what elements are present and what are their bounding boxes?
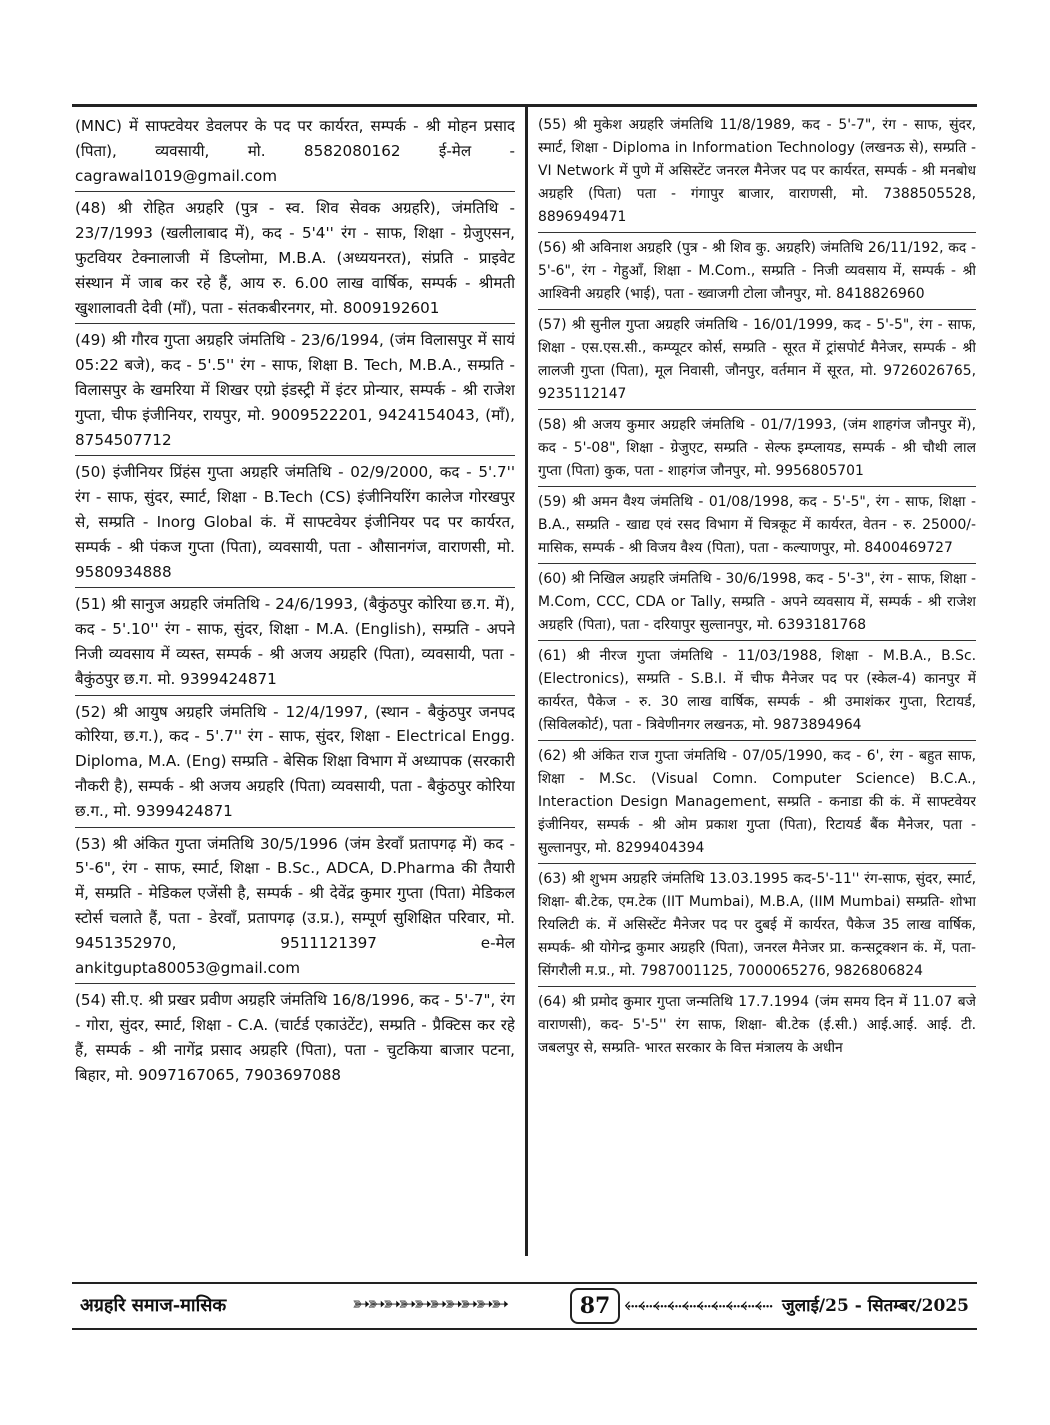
issue-date: जुलाई/25 - सितम्बर/2025 — [782, 1296, 969, 1316]
entry-divider — [75, 323, 515, 324]
entry-61: (61) श्री नीरज गुप्ता जंमतिथि - 11/03/1988, शिक्षा - M.B.A., B.Sc. (Electronics), सम्प्रति - S.B.I. में चीफ मैनेजर पद पर (स्केल-4) कानपुर में कार्यरत, पैकेज - रु. 30 लाख वार्षिक, सम्पर्क - श्री उमाशंकर गुप्ता, रिटायर्ड, (सिविलकोर्ट), पता - त्रिवेणीनगर लखनऊ, मो. 9873894964 — [538, 648, 976, 733]
entry-53: (53) श्री अंकित गुप्ता जंमतिथि 30/5/1996 (जंम डेरवाँ प्रतापगढ़ में) कद - 5'-6", रंग - साफ, स्मार्ट, शिक्षा - B.Sc., ADCA, D.Pharma की तैयारी में, सम्प्रति - मेडिकल एजेंसी है, सम्पर्क - श्री देवेंद्र कुमार गुप्ता (पिता) मेडिकल स्टोर्स चलाते हैं, पता - डेरवाँ, प्रतापगढ़ (उ.प्र.), सम्पूर्ण सुशिक्षित परिवार, मो. 9451352970, 9511121397 e-मेल ankitgupta80053@gmail.com — [75, 834, 515, 977]
entry-49: (49) श्री गौरव गुप्ता अग्रहरि जंमतिथि - 23/6/1994, (जंम विलासपुर में सायं 05:22 बजे), कद - 5'.5'' रंग - साफ, शिक्षा B. Tech, M.B.A., सम्प्रति - विलासपुर के खमरिया में शिखर एग्रो इंडस्ट्री में इंटर प्रोन्यार, सम्पर्क - श्री राजेश गुप्ता, चीफ इंजीनियर, रायपुर, मो. 9009522201, 9424154043, (माँ), 8754507712 — [75, 331, 515, 449]
entry-divider — [538, 740, 976, 741]
entry-64: (64) श्री प्रमोद कुमार गुप्ता जन्मतिथि 17.7.1994 (जंम समय दिन में 11.07 बजे वाराणसी), कद- 5'-5'' रंग साफ, शिक्षा- बी.टेक (ई.सी.) आई.आई. आई. टी. जबलपुर से, सम्प्रति- भारत सरकार के वित्त मंत्रालय के अधीन — [538, 994, 976, 1056]
entry-divider — [75, 695, 515, 696]
entry-51: (51) श्री सानुज अग्रहरि जंमतिथि - 24/6/1993, (बैकुंठपुर कोरिया छ.ग. में), कद - 5'.10'' रंग - साफ, सुंदर, शिक्षा - M.A. (English), सम्प्रति - अपने निजी व्यवसाय में व्यस्त, सम्पर्क - श्री अजय अग्रहरि (पिता), व्यवसायी, पता - बैकुंठपुर छ.ग. मो. 9399424871 — [75, 595, 515, 688]
entry-divider — [538, 309, 976, 310]
entry-54: (54) सी.ए. श्री प्रखर प्रवीण अग्रहरि जंमतिथि 16/8/1996, कद - 5'-7", रंग - गोरा, सुंदर, स्मार्ट, शिक्षा - C.A. (चार्टर्ड एकाउंटेंट), सम्प्रति - प्रैक्टिस कर रहे हैं, सम्पर्क - श्री नागेंद्र प्रसाद अग्रहरि (पिता), पता - चुटकिया बाजार पटना, बिहार, मो. 9097167065, 7903697088 — [75, 991, 515, 1084]
entry-62: (62) श्री अंकित राज गुप्ता जंमतिथि - 07/05/1990, कद - 6', रंग - बहुत साफ, शिक्षा - M.Sc. (Visual Comn. Computer Science) B.C.A., Interaction Design Management, सम्प्रति - कनाडा की कं. में साफ्टवेयर इंजीनियर, सम्पर्क - श्री ओम प्रकाश गुप्ता (पिता), रिटायर्ड बैंक मैनेजर, पता - सुल्तानपुर, मो. 8299404394 — [538, 748, 976, 856]
magazine-title: अग्रहरि समाज-मासिक — [80, 1295, 227, 1316]
arrow-ornament-left-icon: ➳➳➳➳➳➳➳➳➳➳ — [352, 1292, 507, 1317]
entry-divider — [75, 827, 515, 828]
entry-59: (59) श्री अमन वैश्य जंमतिथि - 01/08/1998, कद - 5'-5", रंग - साफ, शिक्षा - B.A., सम्प्रति - खाद्य एवं रसद विभाग में चित्रकूट में कार्यरत, वेतन - रु. 25000/- मासिक, सम्पर्क - श्री विजय वैश्य (पिता), पता - कल्याणपुर, मो. 8400469727 — [538, 494, 976, 556]
entry-58: (58) श्री अजय कुमार अग्रहरि जंमतिथि - 01/7/1993, (जंम शाहगंज जौनपुर में), कद - 5'-08", शिक्षा - ग्रेजुएट, सम्प्रति - सेल्फ इम्प्लायड, सम्पर्क - श्री चौथी लाल गुप्ता (पिता) कुक, पता - शाहगंज जौनपुर, मो. 9956805701 — [538, 417, 976, 479]
entry-57: (57) श्री सुनील गुप्ता अग्रहरि जंमतिथि - 16/01/1999, कद - 5'-5", रंग - साफ, शिक्षा - एस.एस.सी., कम्प्यूटर कोर्स, सम्प्रति - सूरत में ट्रांसपोर्ट मैनेजर, सम्पर्क - श्री लालजी गुप्ता (पिता), मूल निवासी, जौनपुर, वर्तमान में सूरत, मो. 9726026765, 9235112147 — [538, 317, 976, 402]
entry-60: (60) श्री निखिल अग्रहरि जंमतिथि - 30/6/1998, कद - 5'-3", रंग - साफ, शिक्षा - M.Com, CCC, CDA or Tally, सम्प्रति - अपने व्यवसाय में, सम्पर्क - श्री राजेश अग्रहरि (पिता), पता - दरियापुर सुल्तानपुर, मो. 6393181768 — [538, 571, 976, 633]
entry-divider — [538, 863, 976, 864]
entry-continued: (MNC) में साफ्टवेयर डेवलपर के पद पर कार्यरत, सम्पर्क - श्री मोहन प्रसाद (पिता), व्यवसायी, मो. 8582080162 ई-मेल - cagrawal1019@gmail.com — [75, 117, 515, 185]
entry-divider — [75, 191, 515, 192]
entry-48: (48) श्री रोहित अग्रहरि (पुत्र - स्व. शिव सेवक अग्रहरि), जंमतिथि - 23/7/1993 (खलीलाबाद में), कद - 5'4'' रंग - साफ, शिक्षा - ग्रेजुएसन, फुटवियर टेक्नालाजी में डिप्लोमा, M.B.A. (अध्ययनरत), संप्रति - प्राइवेट संस्थान में जाब कर रहे हैं, आय रु. 6.00 लाख वार्षिक, सम्पर्क - श्रीमती खुशालावती देवी (माँ), पता - संतकबीरनगर, मो. 8009192601 — [75, 199, 515, 317]
column-divider — [525, 106, 528, 1256]
entry-55: (55) श्री मुकेश अग्रहरि जंमतिथि 11/8/1989, कद - 5'-7", रंग - साफ, सुंदर, स्मार्ट, शिक्षा - Diploma in Information Technology (लखनऊ से), सम्प्रति - VI Network में पुणे में असिस्टेंट जनरल मैनेजर पद पर कार्यरत, सम्पर्क - श्री मनबोध अग्रहरि (पिता) पता - गंगापुर बाजार, वाराणसी, मो. 7388505528, 8896949471 — [538, 117, 976, 225]
entry-divider — [538, 486, 976, 487]
page-footer — [72, 1282, 977, 1330]
entry-63: (63) श्री शुभम अग्रहरि जंमतिथि 13.03.1995 कद-5'-11'' रंग-साफ, सुंदर, स्मार्ट, शिक्षा- बी.टेक, एम.टेक (IIT Mumbai), M.B.A, (IIM Mumbai) सम्प्रति- शोभा रियलिटी कं. में असिस्टेंट मैनेजर पद पर दुबई में कार्यरत, पैकेज 35 लाख वार्षिक, सम्पर्क- श्री योगेन्द्र कुमार अग्रहरि (पिता), जनरल मैनेजर प्रा. कन्सट्रक्शन कं. में, पता- सिंगरौली म.प्र., मो. 7987001125, 7000065276, 9826806824 — [538, 871, 976, 979]
entry-divider — [75, 455, 515, 456]
entry-56: (56) श्री अविनाश अग्रहरि (पुत्र - श्री शिव कु. अग्रहरि) जंमतिथि 26/11/192, कद - 5'-6", रंग - गेहुआँ, शिक्षा - M.Com., सम्प्रति - निजी व्यवसाय में, सम्पर्क - श्री आश्विनी अग्रहरि (भाई), पता - ख्वाजगी टोला जौनपुर, मो. 8418826960 — [538, 240, 976, 302]
entry-divider — [538, 563, 976, 564]
entry-52: (52) श्री आयुष अग्रहरि जंमतिथि - 12/4/1997, (स्थान - बैकुंठपुर जनपद कोरिया, छ.ग.), कद - 5'.7'' रंग - साफ, सुंदर, शिक्षा - Electrical Engg. Diploma, M.A. (Eng) सम्प्रति - बेसिक शिक्षा विभाग में अध्यापक (सरकारी नौकरी है), सम्पर्क - श्री अजय अग्रहरि (पिता) व्यवसायी, पता - बैकुंठपुर कोरिया छ.ग., मो. 9399424871 — [75, 702, 515, 820]
entry-divider — [538, 986, 976, 987]
left-column — [75, 114, 515, 1264]
arrow-ornament-right-icon: ⬸⬸⬸⬸⬸⬸⬸⬸⬸⬸ — [624, 1292, 771, 1317]
entry-divider — [538, 232, 976, 233]
page-number: 87 — [570, 1288, 620, 1324]
right-column — [538, 114, 976, 1264]
entry-divider — [538, 640, 976, 641]
entry-divider — [75, 983, 515, 984]
entry-divider — [538, 409, 976, 410]
entry-divider — [75, 587, 515, 588]
entry-50: (50) इंजीनियर प्रिंहंस गुप्ता अग्रहरि जंमतिथि - 02/9/2000, कद - 5'.7'' रंग - साफ, सुंदर, स्मार्ट, शिक्षा - B.Tech (CS) इंजीनियरिंग कालेज गोरखपुर से, सम्प्रति - Inorg Global कं. में साफ्टवेयर इंजीनियर पद पर कार्यरत, सम्पर्क - श्री पंकज गुप्ता (पिता), व्यवसायी, पता - औसानगंज, वाराणसी, मो. 9580934888 — [75, 463, 515, 581]
